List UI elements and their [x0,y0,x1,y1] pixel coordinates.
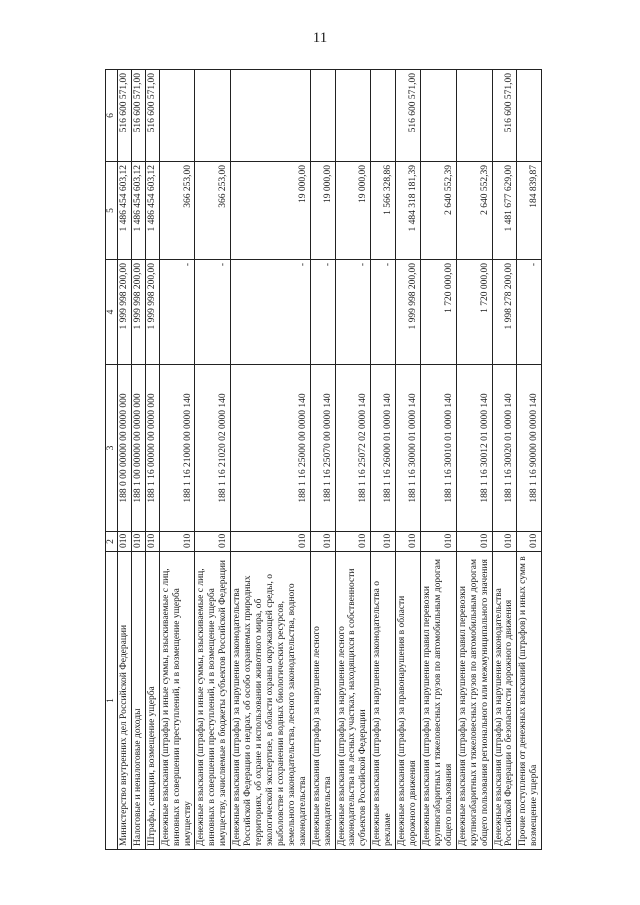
row-value-col4-cell: - [335,260,371,365]
row-kbk-cell: 188 1 16 21020 02 0000 140 [195,365,231,532]
table-row [195,70,231,850]
row-code-cell: 010 [310,532,335,552]
row-code-cell: 010 [420,532,456,552]
row-code-cell: 010 [145,532,159,552]
table-row [492,70,517,850]
row-value-col6-cell [310,70,335,162]
row-name-cell: Прочие поступления от денежных взысканий (штрафов) и иных сумм в возмещение ущерба [517,552,542,850]
table-row [396,70,421,850]
row-name-cell: Денежные взыскания (штрафы) за нарушение законодательства о рекламе [371,552,396,850]
row-value-col5-cell: 1 486 454 603,12 [131,162,145,260]
table-row [371,70,396,850]
row-code-cell: 010 [159,532,195,552]
row-kbk-cell: 188 1 16 26000 01 0000 140 [371,365,396,532]
row-value-col5-cell: 19 000,00 [310,162,335,260]
row-value-col6-cell [517,70,542,162]
row-value-col5-cell: 366 253,00 [195,162,231,260]
row-name-cell: Денежные взыскания (штрафы) за нарушение лесного законодательства [310,552,335,850]
row-kbk-cell: 188 1 16 25070 00 0000 140 [310,365,335,532]
row-kbk-cell: 188 1 16 25000 00 0000 140 [231,365,310,532]
column-header: 2 [106,532,118,552]
row-kbk-cell: 188 1 16 30000 01 0000 140 [396,365,421,532]
row-value-col5-cell: 1 486 454 603,12 [117,162,131,260]
row-value-col4-cell: - [517,260,542,365]
row-value-col5-cell: 366 253,00 [159,162,195,260]
row-kbk-cell: 188 1 16 30010 01 0000 140 [420,365,456,532]
row-value-col5-cell: 2 640 552,39 [456,162,492,260]
row-value-col6-cell: 516 600 571,00 [131,70,145,162]
row-value-col4-cell: 1 999 998 200,00 [117,260,131,365]
row-code-cell: 010 [195,532,231,552]
row-value-col6-cell: 516 600 571,00 [396,70,421,162]
row-code-cell: 010 [117,532,131,552]
rotated-table-wrapper [105,70,555,850]
row-value-col5-cell: 1 486 454 603,12 [145,162,159,260]
row-kbk-cell: 188 1 16 25072 02 0000 140 [335,365,371,532]
table-row [517,70,542,850]
row-code-cell: 010 [492,532,517,552]
row-kbk-cell: 188 1 16 00000 00 0000 000 [145,365,159,532]
row-kbk-cell: 188 0 00 00000 00 0000 000 [117,365,131,532]
row-value-col4-cell: 1 999 998 200,00 [396,260,421,365]
row-value-col4-cell: 1 999 998 200,00 [145,260,159,365]
row-kbk-cell: 188 1 00 00000 00 0000 000 [131,365,145,532]
row-value-col4-cell: - [371,260,396,365]
row-value-col5-cell: 1 566 328,86 [371,162,396,260]
row-code-cell: 010 [371,532,396,552]
table-row [420,70,456,850]
column-header: 6 [106,70,118,162]
row-kbk-cell: 188 1 16 90000 00 0000 140 [517,365,542,532]
row-name-cell: Налоговые и неналоговые доходы [131,552,145,850]
row-name-cell: Денежные взыскания (штрафы) за нарушение законодательства Российской Федерации о недрах, об особо охраняемых природных территориях, об охране и использовании животного мира, об экологической экспертизе, в области охраны окружающей среды, о рыболовстве и сохранении водных биологических ресурсов, земельного законодательства, лесного законодательства, водного законодательства [231,552,310,850]
table-row [310,70,335,850]
row-name-cell: Денежные взыскания (штрафы) и иные суммы, взыскиваемые с лиц, виновных в совершении преступлений, и в возмещение ущерба имуществу, зачисляемые в бюджеты субъектов Российской Федерации [195,552,231,850]
row-value-col6-cell [231,70,310,162]
table-header-row [106,70,118,850]
row-kbk-cell: 188 1 16 30012 01 0000 140 [456,365,492,532]
row-value-col6-cell [159,70,195,162]
row-value-col6-cell [195,70,231,162]
row-kbk-cell: 188 1 16 30020 01 0000 140 [492,365,517,532]
page-number: 11 [312,30,328,46]
row-code-cell: 010 [131,532,145,552]
row-code-cell: 010 [396,532,421,552]
row-name-cell: Министерство внутренних дел Российской Федерации [117,552,131,850]
row-name-cell: Денежные взыскания (штрафы) за нарушение правил перевозки крупногабаритных и тяжеловесных грузов по автомобильным дорогам общего пользования регионального или межмуниципального значения [456,552,492,850]
table-row [145,70,159,850]
row-value-col6-cell: 516 600 571,00 [492,70,517,162]
row-value-col4-cell: - [159,260,195,365]
row-name-cell: Денежные взыскания (штрафы) за нарушение правил перевозки крупногабаритных и тяжеловесных грузов по автомобильным дорогам общего пользования [420,552,456,850]
row-name-cell: Денежные взыскания (штрафы) за нарушение законодательства Российской Федерации о безопасности дорожного движения [492,552,517,850]
row-value-col4-cell: 1 720 000,00 [456,260,492,365]
revenue-table [105,69,542,850]
table-row [117,70,131,850]
table-row [159,70,195,850]
row-value-col6-cell: 516 600 571,00 [145,70,159,162]
column-header: 3 [106,365,118,532]
row-name-cell: Денежные взыскания (штрафы) и иные суммы, взыскиваемые с лиц, виновных в совершении преступлений, и в возмещение ущерба имуществу [159,552,195,850]
row-value-col5-cell: 1 481 677 629,00 [492,162,517,260]
row-value-col4-cell: - [310,260,335,365]
row-code-cell: 010 [456,532,492,552]
row-value-col5-cell: 1 484 318 181,39 [396,162,421,260]
row-value-col5-cell: 19 000,00 [231,162,310,260]
row-name-cell: Денежные взыскания (штрафы) за правонарушения в области дорожного движения [396,552,421,850]
row-name-cell: Штрафы, санкции, возмещение ущерба [145,552,159,850]
column-header: 5 [106,162,118,260]
row-value-col6-cell [456,70,492,162]
row-name-cell: Денежные взыскания (штрафы) за нарушение лесного законодательства на лесных участках, находящихся в собственности субъектов Российской Федерации [335,552,371,850]
table-row [335,70,371,850]
table-row [456,70,492,850]
row-value-col5-cell: 184 839,87 [517,162,542,260]
table-row [231,70,310,850]
row-kbk-cell: 188 1 16 21000 00 0000 140 [159,365,195,532]
column-header: 1 [106,552,118,850]
column-header: 4 [106,260,118,365]
row-value-col6-cell [420,70,456,162]
row-value-col6-cell: 516 600 571,00 [117,70,131,162]
row-value-col4-cell: - [195,260,231,365]
table-row [131,70,145,850]
row-value-col4-cell: - [231,260,310,365]
row-code-cell: 010 [231,532,310,552]
row-code-cell: 010 [335,532,371,552]
row-code-cell: 010 [517,532,542,552]
row-value-col4-cell: 1 999 998 200,00 [131,260,145,365]
row-value-col4-cell: 1 720 000,00 [420,260,456,365]
row-value-col6-cell [371,70,396,162]
row-value-col5-cell: 2 640 552,39 [420,162,456,260]
row-value-col6-cell [335,70,371,162]
row-value-col5-cell: 19 000,00 [335,162,371,260]
row-value-col4-cell: 1 998 278 200,00 [492,260,517,365]
